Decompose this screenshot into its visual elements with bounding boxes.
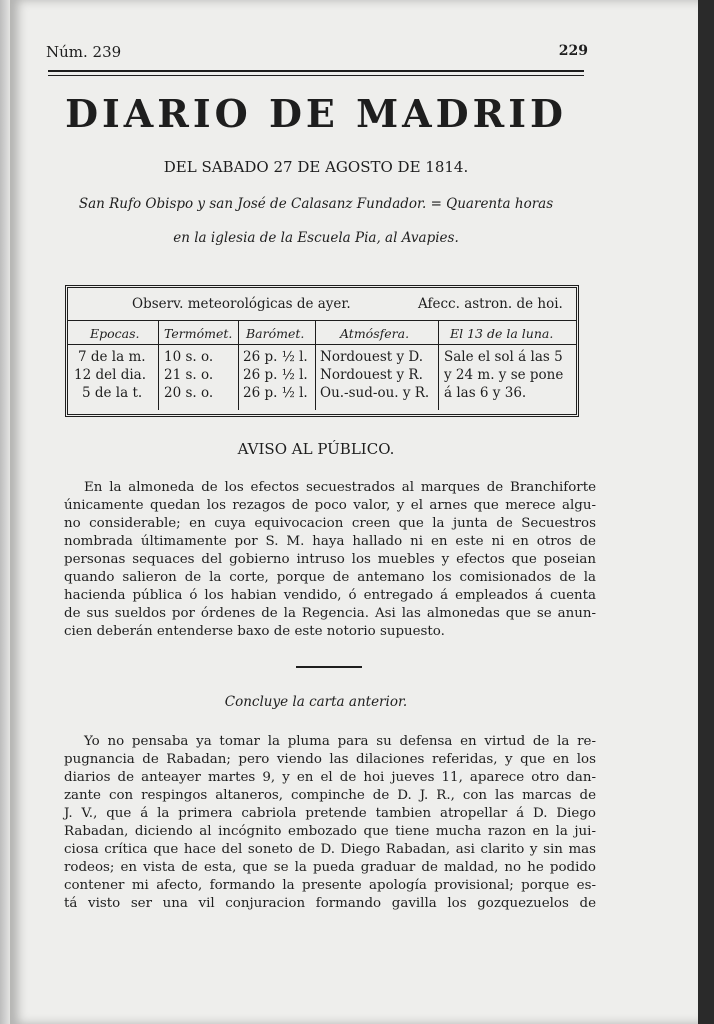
luna-line-3: á las 6 y 36.: [444, 385, 527, 401]
aviso-heading: AVISO AL PÚBLICO.: [237, 440, 395, 458]
carta-line: contener mi afecto, formando la presente apología provisional; porque es-: [64, 878, 596, 893]
page-number: 229: [558, 43, 588, 59]
aviso-line: hacienda pública ó los habian vendido, ó entregado á empleados á cuenta: [64, 588, 596, 603]
date-line: DEL SABADO 27 DE AGOSTO DE 1814.: [163, 158, 469, 176]
weather-heading-left: Observ. meteorológicas de ayer.: [132, 296, 351, 312]
carta-line: tá visto ser una vil conjuracion formando gavilla los gozquezuelos de: [64, 896, 596, 911]
aviso-line: únicamente quedan los rezagos de poco valor, y el arnes que merece algu-: [64, 498, 596, 513]
row-2-barometro: 26 p. ½ l.: [243, 367, 308, 383]
luna-line-1: Sale el sol á las 5: [444, 349, 563, 365]
table-col-line-3: [315, 320, 316, 410]
col-header-atmosfera: Atmósfera.: [340, 326, 410, 341]
row-1-atmosfera: Nordouest y D.: [320, 349, 424, 365]
aviso-line: de sus sueldos por órdenes de la Regencia. Asi las almonedas que se anun-: [64, 606, 596, 621]
row-1-termometro: 10 s. o.: [164, 349, 214, 365]
section-separator: [296, 666, 362, 668]
masthead-title: DIARIO DE MADRID: [65, 91, 567, 136]
col-header-luna: El 13 de la luna.: [450, 326, 554, 341]
saints-line-2: en la iglesia de la Escuela Pia, al Avapies.: [173, 230, 459, 246]
table-col-line-4: [438, 320, 439, 410]
carta-heading: Concluye la carta anterior.: [224, 694, 408, 710]
row-1-barometro: 26 p. ½ l.: [243, 349, 308, 365]
newspaper-page: [10, 0, 698, 1024]
row-2-atmosfera: Nordouest y R.: [320, 367, 423, 383]
luna-line-2: y 24 m. y se pone: [444, 367, 564, 383]
aviso-line: cien deberán entenderse baxo de este notorio supuesto.: [64, 624, 445, 639]
col-header-termometro: Termómet.: [164, 326, 233, 341]
table-col-line-2: [238, 320, 239, 410]
carta-line: J. V., que á la primera cabriola pretende tambien atropellar á D. Diego: [64, 806, 596, 821]
carta-line: diarios de anteayer martes 9, y en el de hoi jueves 11, aparece otro dan-: [64, 770, 596, 785]
table-divider-1: [68, 320, 576, 321]
aviso-line: nombrada últimamente por S. M. haya hallado ni en este ni en otros de: [64, 534, 596, 549]
carta-line: Rabadan, diciendo al incógnito embozado que tiene mucha razon en la jui-: [64, 824, 596, 839]
aviso-line: personas sequaces del gobierno intruso los muebles y efectos que poseian: [64, 552, 596, 567]
header-rule-top: [48, 70, 584, 72]
weather-table: [65, 285, 579, 417]
row-3-atmosfera: Ou.-sud-ou. y R.: [320, 385, 430, 401]
table-col-line-1: [158, 320, 159, 410]
header-rule-bottom: [48, 75, 584, 76]
col-header-barometro: Barómet.: [246, 326, 305, 341]
issue-number: Núm. 239: [46, 43, 122, 61]
aviso-line: no considerable; en cuya equivocacion creen que la junta de Secuestros: [64, 516, 596, 531]
row-3-barometro: 26 p. ½ l.: [243, 385, 308, 401]
carta-line: ciosa crítica que hace del soneto de D. Diego Rabadan, asi clarito y sin mas: [64, 842, 596, 857]
table-divider-2: [68, 344, 576, 345]
row-1-epoca: 7 de la m.: [78, 349, 146, 365]
row-3-epoca: 5 de la t.: [82, 385, 143, 401]
page-left-edge: [0, 0, 10, 1024]
col-header-epocas: Epocas.: [90, 326, 140, 341]
row-2-termometro: 21 s. o.: [164, 367, 214, 383]
carta-line: zante con respingos altaneros, compinche de D. J. R., con las marcas de: [64, 788, 596, 803]
saints-line-1: San Rufo Obispo y san José de Calasanz Fundador. = Quarenta horas: [78, 196, 554, 212]
row-3-termometro: 20 s. o.: [164, 385, 214, 401]
aviso-line: quando salieron de la corte, porque de antemano los comisionados de la: [64, 570, 596, 585]
carta-line: Yo no pensaba ya tomar la pluma para su defensa en virtud de la re-: [84, 734, 596, 749]
carta-line: pugnancia de Rabadan; pero viendo las dilaciones referidas, y que en los: [64, 752, 596, 767]
aviso-line: En la almoneda de los efectos secuestrados al marques de Branchiforte: [84, 480, 596, 495]
weather-heading-right: Afecc. astron. de hoi.: [418, 296, 563, 312]
carta-line: rodeos; en vista de esta, que se la pueda graduar de maldad, no he podido: [64, 860, 596, 875]
row-2-epoca: 12 del dia.: [74, 367, 147, 383]
